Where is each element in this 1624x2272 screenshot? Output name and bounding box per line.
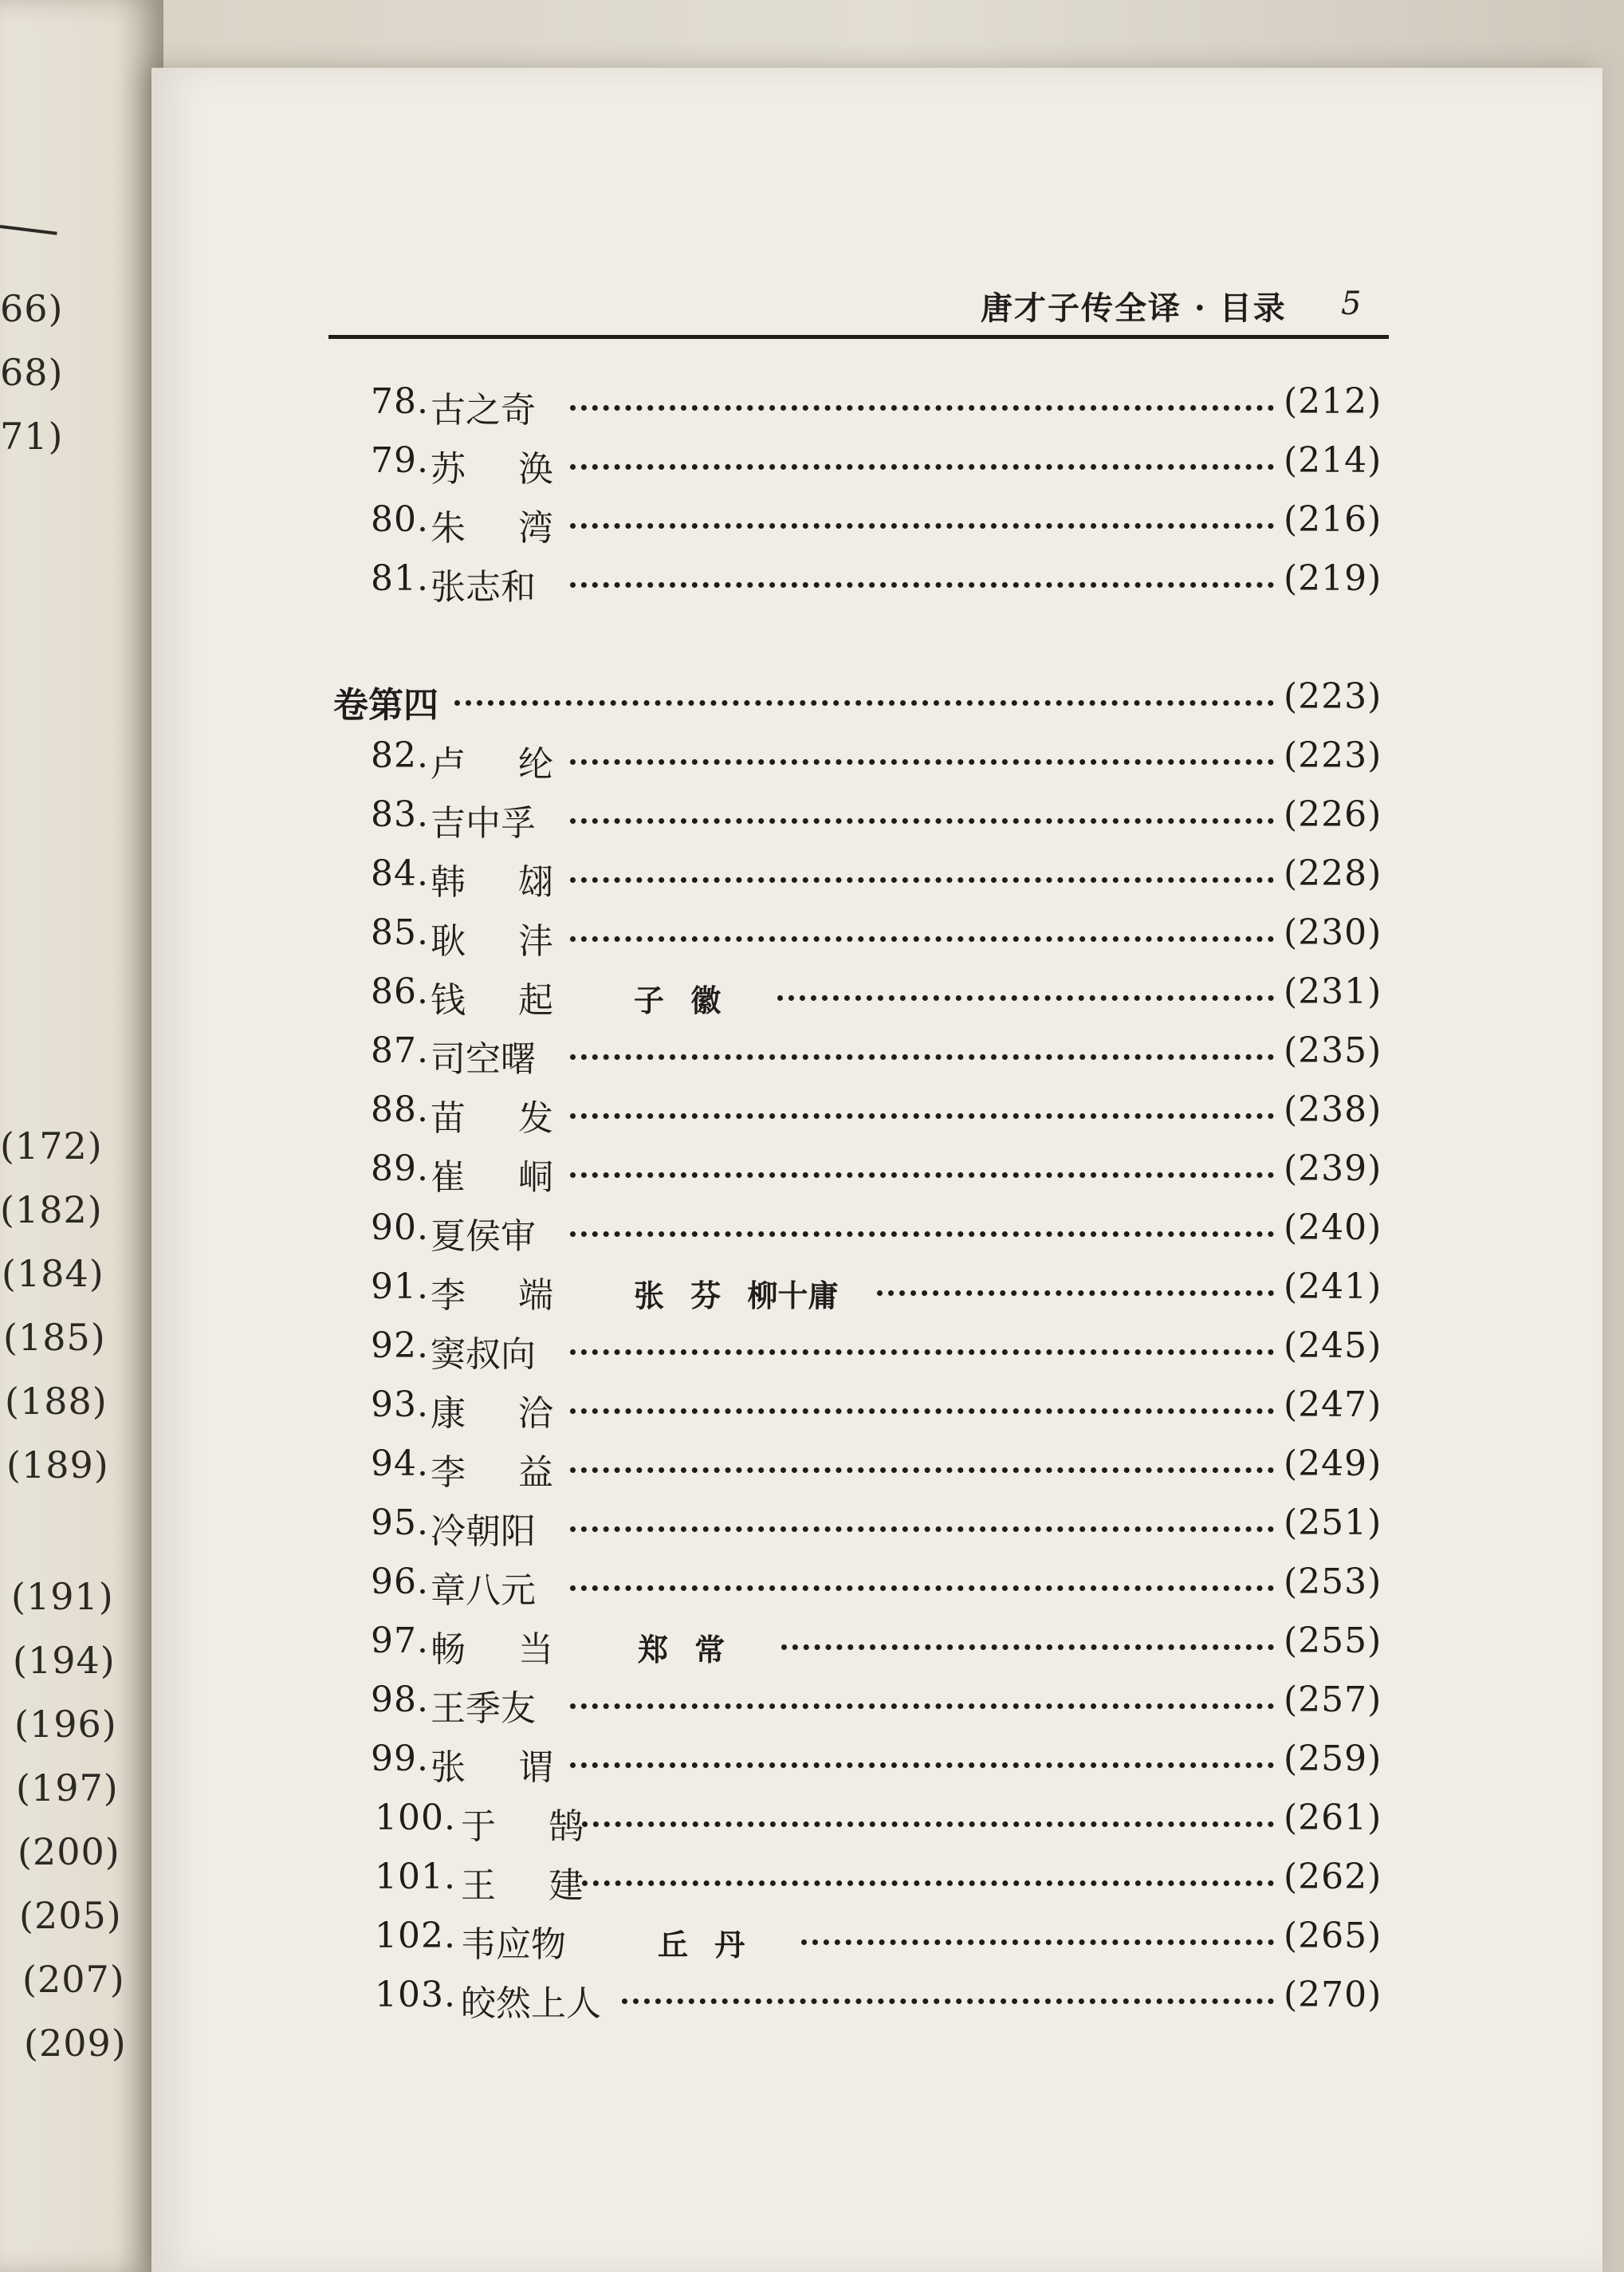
toc-entry bbox=[0, 971, 1624, 1021]
left-page-number: (188) bbox=[5, 1380, 108, 1423]
left-page-number: (196) bbox=[14, 1703, 117, 1746]
toc-dot-leader bbox=[570, 1408, 1274, 1414]
toc-entry-number: 88. bbox=[371, 1089, 429, 1130]
left-page-number: (194) bbox=[13, 1639, 116, 1682]
left-page-number: 68) bbox=[0, 351, 64, 394]
left-page-number: (207) bbox=[22, 1958, 125, 2001]
toc-dot-leader bbox=[570, 877, 1274, 883]
toc-entry-page-number: (251) bbox=[1284, 1502, 1382, 1543]
toc-dot-leader bbox=[570, 1231, 1274, 1237]
toc-entry bbox=[0, 1798, 1624, 1847]
toc-entry-page-number: (216) bbox=[1284, 499, 1382, 540]
toc-entry-number: 84. bbox=[371, 853, 429, 894]
toc-entry-name: 王季友 bbox=[431, 1688, 536, 1729]
toc-entry-name: 朱 湾 bbox=[431, 508, 574, 549]
toc-entry-page-number: (249) bbox=[1284, 1443, 1382, 1484]
toc-entry-page-number: (228) bbox=[1284, 853, 1382, 894]
toc-entry-page-number: (265) bbox=[1284, 1916, 1382, 1956]
left-page-number: 71) bbox=[0, 415, 64, 458]
toc-dot-leader bbox=[570, 1172, 1274, 1178]
toc-entry bbox=[0, 1325, 1624, 1375]
toc-entry-page-number: (255) bbox=[1284, 1620, 1382, 1661]
toc-entry bbox=[0, 1561, 1624, 1611]
toc-entry-name: 耿 沣 bbox=[431, 921, 574, 962]
toc-entry-number: 82. bbox=[371, 735, 429, 776]
left-page-number: (185) bbox=[3, 1316, 106, 1359]
toc-entry-name: 崔 峒 bbox=[431, 1157, 574, 1198]
left-page-number: 66) bbox=[0, 287, 64, 330]
toc-entry-number: 97. bbox=[371, 1620, 429, 1661]
toc-entry-name: 康 洽 bbox=[431, 1393, 574, 1434]
toc-entry-name: 窦叔向 bbox=[431, 1334, 536, 1375]
toc-entry-number: 80. bbox=[371, 499, 429, 540]
toc-entry-number: 94. bbox=[371, 1443, 429, 1484]
toc-dot-leader bbox=[570, 1349, 1274, 1355]
toc-entry-page-number: (241) bbox=[1284, 1266, 1382, 1307]
toc-dot-leader bbox=[570, 1054, 1274, 1060]
toc-entry-number: 98. bbox=[371, 1679, 429, 1720]
toc-entry-sub-names: 张 芬 柳十庸 bbox=[634, 1278, 839, 1313]
running-header-page-number: 5 bbox=[1341, 285, 1362, 322]
toc-dot-leader bbox=[570, 582, 1274, 588]
toc-entry-name: 司空曙 bbox=[431, 1039, 536, 1080]
toc-dot-leader bbox=[570, 464, 1274, 470]
toc-entry-number: 101. bbox=[375, 1857, 456, 1897]
toc-entry-page-number: (238) bbox=[1284, 1089, 1382, 1130]
left-page-number: (205) bbox=[19, 1894, 122, 1937]
toc-entry bbox=[0, 1443, 1624, 1493]
toc-dot-leader bbox=[454, 700, 1274, 706]
left-page-number: (184) bbox=[2, 1252, 104, 1295]
toc-section-heading: 卷第四 bbox=[333, 685, 438, 726]
toc-entry-number: 103. bbox=[375, 1975, 456, 2015]
toc-entry-name: 夏侯审 bbox=[431, 1216, 536, 1257]
toc-entry-page-number: (219) bbox=[1284, 558, 1382, 599]
toc-entry-number: 91. bbox=[371, 1266, 429, 1307]
toc-entry-number: 86. bbox=[371, 971, 429, 1012]
toc-entry-name: 章八元 bbox=[431, 1570, 536, 1611]
toc-dot-leader bbox=[570, 936, 1274, 942]
toc-entry-name: 冷朝阳 bbox=[431, 1511, 536, 1552]
toc-entry-page-number: (223) bbox=[1284, 676, 1382, 717]
toc-entry-name: 张 谓 bbox=[431, 1747, 574, 1788]
toc-entry-page-number: (259) bbox=[1284, 1738, 1382, 1779]
toc-entry-name: 吉中孚 bbox=[431, 803, 536, 844]
toc-entry-page-number: (239) bbox=[1284, 1148, 1382, 1189]
toc-entry-name: 于 鹄 bbox=[461, 1806, 604, 1847]
toc-entry-page-number: (257) bbox=[1284, 1679, 1382, 1720]
toc-dot-leader bbox=[570, 1526, 1274, 1532]
toc-dot-leader bbox=[570, 405, 1274, 411]
left-page-number: (172) bbox=[0, 1124, 103, 1168]
toc-entry-sub-names: 郑 常 bbox=[638, 1632, 725, 1668]
toc-entry-number: 100. bbox=[375, 1798, 456, 1838]
toc-entry-number: 99. bbox=[371, 1738, 429, 1779]
toc-entry-name: 古之奇 bbox=[431, 390, 536, 431]
toc-entry-name: 钱 起 bbox=[431, 980, 574, 1021]
running-header-title: 唐才子传全译 · 目录 bbox=[981, 289, 1287, 327]
toc-entry-page-number: (214) bbox=[1284, 440, 1382, 481]
toc-entry-number: 83. bbox=[371, 794, 429, 835]
toc-entry-page-number: (226) bbox=[1284, 794, 1382, 835]
toc-dot-leader bbox=[801, 1939, 1274, 1945]
toc-dot-leader bbox=[582, 1821, 1274, 1827]
toc-dot-leader bbox=[777, 995, 1274, 1001]
toc-entry bbox=[0, 1266, 1624, 1316]
toc-entry bbox=[0, 1620, 1624, 1670]
toc-entry bbox=[0, 1148, 1624, 1198]
toc-entry bbox=[0, 1089, 1624, 1139]
toc-entry-name: 卢 纶 bbox=[431, 744, 574, 785]
toc-entry-number: 78. bbox=[371, 381, 429, 422]
toc-entry bbox=[0, 676, 1624, 726]
toc-entry bbox=[0, 440, 1624, 490]
toc-entry-number: 93. bbox=[371, 1384, 429, 1425]
toc-entry-number: 95. bbox=[371, 1502, 429, 1543]
toc-entry bbox=[0, 558, 1624, 608]
toc-entry bbox=[0, 1207, 1624, 1257]
toc-entry-name: 皎然上人 bbox=[461, 1983, 601, 2024]
toc-entry bbox=[0, 1384, 1624, 1434]
left-page-number: (189) bbox=[6, 1443, 109, 1486]
toc-entry-page-number: (270) bbox=[1284, 1975, 1382, 2015]
toc-entry bbox=[0, 499, 1624, 549]
toc-entry-page-number: (230) bbox=[1284, 912, 1382, 953]
toc-entry-number: 102. bbox=[375, 1916, 456, 1956]
toc-dot-leader bbox=[570, 759, 1274, 765]
toc-entry-page-number: (231) bbox=[1284, 971, 1382, 1012]
toc-entry-page-number: (247) bbox=[1284, 1384, 1382, 1425]
toc-dot-leader bbox=[570, 1113, 1274, 1119]
left-page-number: (191) bbox=[11, 1575, 114, 1618]
toc-entry-page-number: (261) bbox=[1284, 1798, 1382, 1838]
toc-entry bbox=[0, 381, 1624, 431]
toc-entry-name: 畅 当 bbox=[431, 1629, 574, 1670]
toc-dot-leader bbox=[781, 1644, 1274, 1650]
toc-entry-number: 90. bbox=[371, 1207, 429, 1248]
toc-entry-page-number: (223) bbox=[1284, 735, 1382, 776]
toc-entry bbox=[0, 794, 1624, 844]
toc-entry bbox=[0, 1030, 1624, 1080]
toc-entry-number: 92. bbox=[371, 1325, 429, 1366]
toc-dot-leader bbox=[877, 1290, 1274, 1296]
toc-dot-leader bbox=[622, 1998, 1274, 2004]
toc-entry-page-number: (245) bbox=[1284, 1325, 1382, 1366]
toc-entry-sub-names: 子 徽 bbox=[634, 982, 722, 1018]
toc-entry-number: 89. bbox=[371, 1148, 429, 1189]
toc-dot-leader bbox=[570, 1762, 1274, 1768]
toc-entry-page-number: (212) bbox=[1284, 381, 1382, 422]
toc-dot-leader bbox=[570, 523, 1274, 529]
toc-entry bbox=[0, 1738, 1624, 1788]
toc-entry-number: 85. bbox=[371, 912, 429, 953]
toc-entry-name: 韩 翃 bbox=[431, 862, 574, 903]
left-page-number: (182) bbox=[0, 1188, 103, 1231]
toc-entry-name: 苏 涣 bbox=[431, 449, 574, 490]
toc-entry bbox=[0, 1857, 1624, 1906]
left-page-number: (197) bbox=[16, 1766, 119, 1809]
toc-dot-leader bbox=[570, 818, 1274, 824]
header-rule bbox=[328, 335, 1389, 339]
toc-entry bbox=[0, 1975, 1624, 2024]
toc-entry bbox=[0, 1679, 1624, 1729]
toc-entry bbox=[0, 1502, 1624, 1552]
toc-entry-page-number: (253) bbox=[1284, 1561, 1382, 1602]
toc-dot-leader bbox=[570, 1467, 1274, 1473]
toc-entry-name: 李 益 bbox=[431, 1452, 574, 1493]
toc-entry-sub-names: 丘 丹 bbox=[658, 1927, 745, 1963]
toc-entry-number: 96. bbox=[371, 1561, 429, 1602]
toc-entry bbox=[0, 912, 1624, 962]
left-page-rule bbox=[0, 225, 57, 235]
toc-entry-name: 王 建 bbox=[461, 1865, 604, 1906]
left-page-number: (200) bbox=[18, 1830, 120, 1873]
toc-entry-number: 87. bbox=[371, 1030, 429, 1071]
toc-entry bbox=[0, 853, 1624, 903]
toc-entry-page-number: (235) bbox=[1284, 1030, 1382, 1071]
toc-entry-number: 79. bbox=[371, 440, 429, 481]
toc-entry-number: 81. bbox=[371, 558, 429, 599]
toc-entry bbox=[0, 735, 1624, 785]
toc-entry-name: 苗 发 bbox=[431, 1098, 574, 1139]
toc-dot-leader bbox=[582, 1880, 1274, 1886]
toc-dot-leader bbox=[570, 1585, 1274, 1591]
toc-entry-page-number: (262) bbox=[1284, 1857, 1382, 1897]
toc-entry-name: 李 端 bbox=[431, 1275, 574, 1316]
left-page-number: (209) bbox=[24, 2022, 127, 2065]
toc-entry bbox=[0, 1916, 1624, 1965]
toc-entry-page-number: (240) bbox=[1284, 1207, 1382, 1248]
toc-entry-name: 韦应物 bbox=[461, 1924, 566, 1965]
toc-dot-leader bbox=[570, 1703, 1274, 1709]
toc-entry-name: 张志和 bbox=[431, 567, 536, 608]
